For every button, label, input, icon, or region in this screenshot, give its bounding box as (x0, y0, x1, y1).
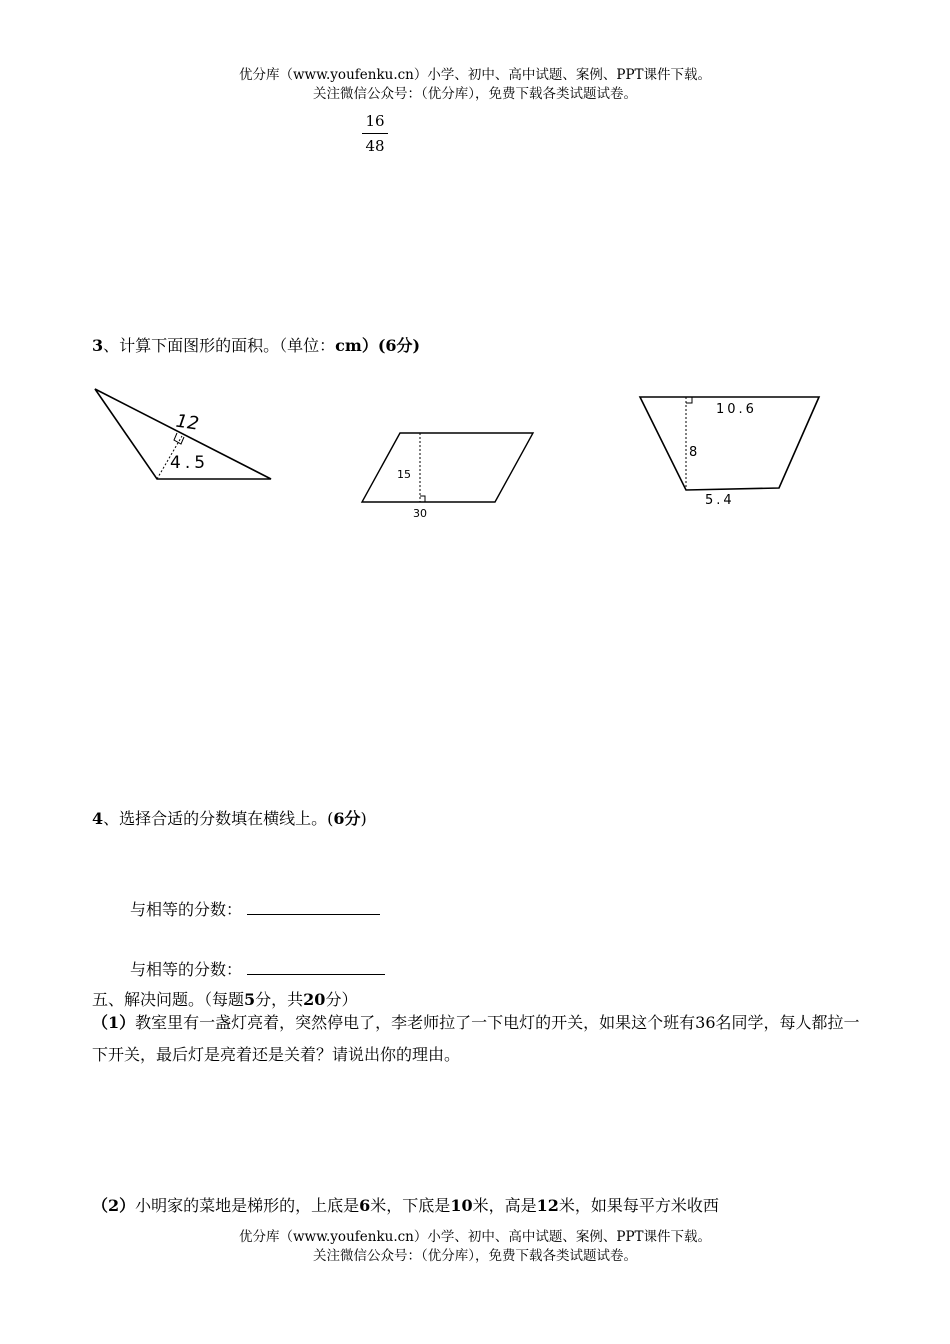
problem-2-text-2: 米，下底是 (370, 1196, 451, 1215)
figures-area (0, 0, 950, 560)
question-4-number: 4 (92, 809, 104, 828)
problem-1-number: （1） (92, 1013, 136, 1032)
trapezoid-right-angle (686, 397, 692, 403)
problem-2-top-value: 6 (359, 1196, 371, 1215)
fraction-denominator: 48 (365, 137, 385, 155)
problem-2-height-value: 12 (536, 1196, 559, 1215)
header-line-2: 关注微信公众号：（优分库），免费下载各类试题试卷。 (313, 86, 637, 102)
parallelogram-right-angle (420, 496, 425, 502)
problem-1 (92, 1007, 867, 1071)
problem-2 (92, 1190, 892, 1222)
answer-blank-1[interactable] (247, 900, 380, 915)
page-footer (0, 1228, 950, 1266)
problem-1-count: 36 (695, 1013, 716, 1032)
header-line-1: 优分库（www.youfenku.cn）小学、初中、高中试题、案例、PPT课件下载。 (238, 67, 712, 83)
triangle-height-label: 4.5 (170, 453, 210, 473)
problem-2-number: （2） (92, 1196, 136, 1215)
fraction-numerator: 16 (365, 112, 385, 130)
problem-1-text-a: 教室里有一盏灯亮着，突然停电了，李老师拉了一下电灯的开关，如果这个班有 (135, 1013, 696, 1032)
answer-blank-2[interactable] (247, 960, 385, 975)
problem-2-text-4: 米，如果每平方米收西 (558, 1196, 719, 1215)
equivalent-fraction-label-1: 与相等的分数： (130, 900, 243, 919)
equivalent-fraction-line-2 (130, 957, 385, 980)
trapezoid-height-label: 8 (689, 445, 698, 460)
equivalent-fraction-label-2: 与相等的分数： (130, 960, 243, 979)
question-4-score: 6分 (333, 809, 361, 828)
parallelogram-base-label: 30 (413, 507, 427, 520)
question-4-text: 、选择合适的分数填在横线上。( (103, 809, 334, 828)
trapezoid-top-label: 10.6 (716, 402, 757, 417)
question-3-number: 3 (92, 336, 104, 355)
parallelogram-shape (362, 433, 533, 502)
section-5-per-score: 5 (244, 990, 256, 1009)
parallelogram-height-label: 15 (397, 468, 411, 481)
section-5-prefix: 五、解决问题。（每题 (92, 990, 245, 1009)
section-5-total-score: 20 (303, 990, 326, 1009)
question-4 (92, 806, 367, 829)
problem-2-text-1: 小明家的菜地是梯形的，上底是 (135, 1196, 360, 1215)
question-3-unit: cm (335, 336, 362, 355)
footer-line-1: 优分库（www.youfenku.cn）小学、初中、高中试题、案例、PPT课件下载。 (238, 1229, 712, 1245)
question-3-text: 、计算下面图形的面积。（单位： (103, 336, 336, 355)
triangle-figure (95, 389, 271, 479)
question-4-close: ) (360, 809, 367, 828)
section-5-suffix: 分） (325, 990, 358, 1009)
problem-2-text-3: 米，高是 (472, 1196, 537, 1215)
problem-2-bottom-value: 10 (450, 1196, 473, 1215)
question-3-score: ）(6分) (361, 336, 421, 355)
parallelogram-figure (362, 433, 533, 520)
triangle-right-angle (174, 433, 184, 444)
equivalent-fraction-line-1 (130, 897, 380, 920)
problem-1-text-b: 名同学，每人都拉一下开关，最后灯是亮着还是关着？请说出你的理由。 (92, 1013, 860, 1064)
footer-line-2: 关注微信公众号：（优分库），免费下载各类试题试卷。 (313, 1248, 637, 1264)
trapezoid-figure (640, 397, 819, 508)
section-5-mid: 分，共 (255, 990, 304, 1009)
triangle-hyp-label: 12 (174, 410, 201, 435)
trapezoid-bottom-label: 5.4 (705, 493, 735, 508)
